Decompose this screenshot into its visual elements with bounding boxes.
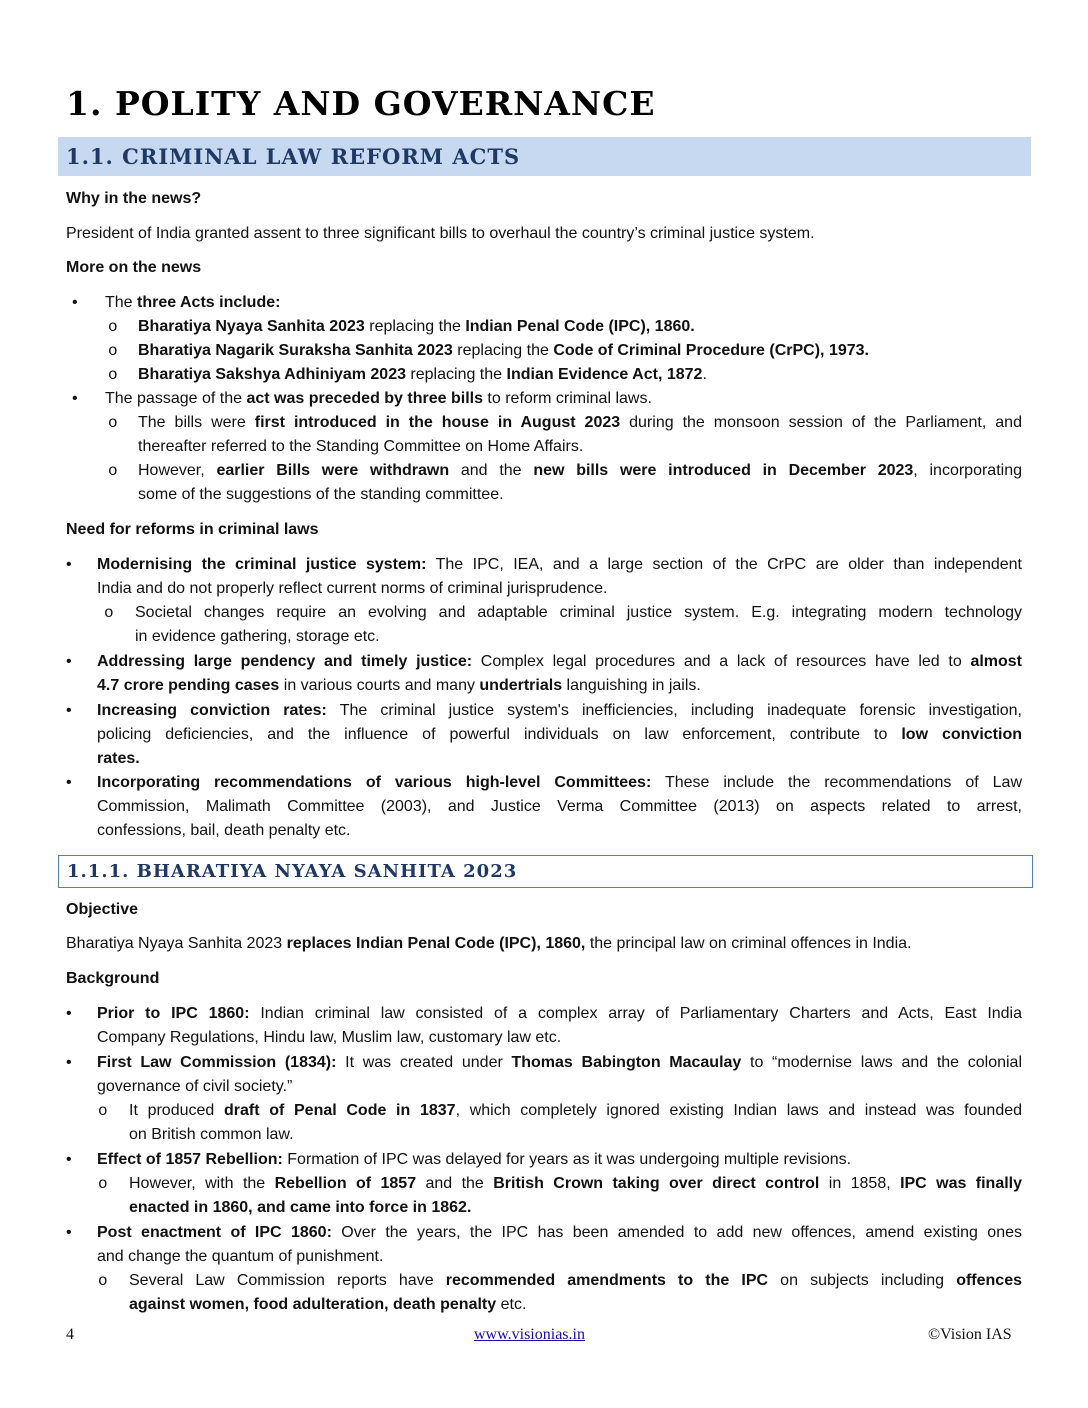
website-link[interactable]: www.visionias.in	[474, 1326, 585, 1343]
more-sub-5-line-2: some of the suggestions of the standing committee.	[138, 486, 504, 503]
need-4-line-1: Incorporating recommendations of various high-level Committees: These include the recommendations of Law	[97, 774, 1022, 791]
sub-bullet-icon: o	[108, 318, 118, 336]
bullet-icon: •	[66, 1054, 72, 1071]
background-2-line-2: governance of civil society.”	[97, 1078, 293, 1095]
more-sub-2: Bharatiya Nagarik Suraksha Sanhita 2023 replacing the Code of Criminal Procedure (CrPC), 1973.	[138, 342, 869, 359]
more-sub-1: Bharatiya Nyaya Sanhita 2023 replacing the Indian Penal Code (IPC), 1860.	[138, 318, 695, 335]
need-2-line-1: Addressing large pendency and timely justice: Complex legal procedures and a lack of resources have led to almost	[97, 653, 1022, 670]
section-heading-box	[58, 137, 1031, 176]
sub-bullet-icon: o	[98, 1272, 108, 1290]
background-2-sub-line-1: It produced draft of Penal Code in 1837, which completely ignored existing Indian laws and instead was founded	[129, 1102, 1022, 1119]
sub-bullet-icon: o	[104, 604, 114, 622]
need-1-sub-line-2: in evidence gathering, storage etc.	[135, 628, 380, 645]
objective-text: Bharatiya Nyaya Sanhita 2023 replaces Indian Penal Code (IPC), 1860, the principal law on criminal offences in India.	[66, 935, 912, 952]
need-1-line-1: Modernising the criminal justice system: The IPC, IEA, and a large section of the CrPC are older than independent	[97, 556, 1022, 573]
more-heading: More on the news	[66, 259, 202, 276]
sub-bullet-icon: o	[108, 414, 118, 432]
copyright: ©Vision IAS	[928, 1326, 1012, 1343]
more-bullet-2: The passage of the act was preceded by three bills to reform criminal laws.	[105, 390, 652, 407]
more-bullet-1: The three Acts include:	[105, 294, 281, 311]
need-1-line-2: India and do not properly reflect current norms of criminal jurisprudence.	[97, 580, 608, 597]
why-text: President of India granted assent to three significant bills to overhaul the country’s criminal justice system.	[66, 225, 815, 242]
subsection-heading-box	[58, 855, 1033, 888]
more-sub-5-line-1: However, earlier Bills were withdrawn and the new bills were introduced in December 2023, incorporating	[138, 462, 1022, 479]
bullet-icon: •	[66, 702, 72, 719]
sub-bullet-icon: o	[98, 1175, 108, 1193]
need-1-sub-line-1: Societal changes require an evolving and adaptable criminal justice system. E.g. integrating modern technology	[135, 604, 1022, 621]
more-sub-3: Bharatiya Sakshya Adhiniyam 2023 replacing the Indian Evidence Act, 1872.	[138, 366, 707, 383]
bullet-icon: •	[66, 774, 72, 791]
background-3-line-1: Effect of 1857 Rebellion: Formation of IPC was delayed for years as it was undergoing multiple revisions.	[97, 1151, 852, 1168]
bullet-icon: •	[66, 1224, 72, 1241]
need-2-line-2: 4.7 crore pending cases in various courts and many undertrials languishing in jails.	[97, 677, 701, 694]
bullet-icon: •	[72, 294, 78, 311]
need-heading: Need for reforms in criminal laws	[66, 521, 319, 538]
need-3-line-1: Increasing conviction rates: The criminal justice system's inefficiencies, including inadequate forensic investigation,	[97, 702, 1022, 719]
more-sub-4-line-2: thereafter referred to the Standing Committee on Home Affairs.	[138, 438, 584, 455]
background-3-sub-line-2: enacted in 1860, and came into force in 1862.	[129, 1199, 472, 1216]
need-3-line-2: policing deficiencies, and the influence of powerful individuals on law enforcement, contribute to low conviction	[97, 726, 1022, 743]
sub-bullet-icon: o	[98, 1102, 108, 1120]
page-number: 4	[66, 1326, 74, 1343]
background-2-line-1: First Law Commission (1834): It was created under Thomas Babington Macaulay to “modernise laws and the colonial	[97, 1054, 1022, 1071]
sub-bullet-icon: o	[108, 462, 118, 480]
need-4-line-3: confessions, bail, death penalty etc.	[97, 822, 351, 839]
need-4-line-2: Commission, Malimath Committee (2003), and Justice Verma Committee (2013) on aspects related to arrest,	[97, 798, 1022, 815]
bullet-icon: •	[66, 1005, 72, 1022]
bullet-icon: •	[66, 1151, 72, 1168]
section-heading: 1.1. CRIMINAL LAW REFORM ACTS	[66, 144, 521, 169]
background-1-line-2: Company Regulations, Hindu law, Muslim law, customary law etc.	[97, 1029, 562, 1046]
background-2-sub-line-2: on British common law.	[129, 1126, 294, 1143]
need-3-line-3: rates.	[97, 750, 140, 767]
objective-heading: Objective	[66, 901, 139, 918]
why-heading: Why in the news?	[66, 190, 202, 207]
more-sub-4-line-1: The bills were first introduced in the house in August 2023 during the monsoon session of the Parliament, and	[138, 414, 1022, 431]
background-4-sub-line-2: against women, food adulteration, death penalty etc.	[129, 1296, 527, 1313]
bullet-icon: •	[72, 390, 78, 407]
background-1-line-1: Prior to IPC 1860: Indian criminal law consisted of a complex array of Parliamentary Charters and Acts, East India	[97, 1005, 1022, 1022]
subsection-heading: 1.1.1. BHARATIYA NYAYA SANHITA 2023	[67, 861, 518, 882]
sub-bullet-icon: o	[108, 366, 118, 384]
bullet-icon: •	[66, 556, 72, 573]
background-4-sub-line-1: Several Law Commission reports have recommended amendments to the IPC on subjects including offences	[129, 1272, 1022, 1289]
sub-bullet-icon: o	[108, 342, 118, 360]
background-4-line-2: and change the quantum of punishment.	[97, 1248, 384, 1265]
background-4-line-1: Post enactment of IPC 1860: Over the years, the IPC has been amended to add new offences, amend existing ones	[97, 1224, 1022, 1241]
page-title: 1. POLITY AND GOVERNANCE	[66, 84, 656, 123]
background-3-sub-line-1: However, with the Rebellion of 1857 and the British Crown taking over direct control in 1858, IPC was finally	[129, 1175, 1022, 1192]
background-heading: Background	[66, 970, 160, 987]
bullet-icon: •	[66, 653, 72, 670]
